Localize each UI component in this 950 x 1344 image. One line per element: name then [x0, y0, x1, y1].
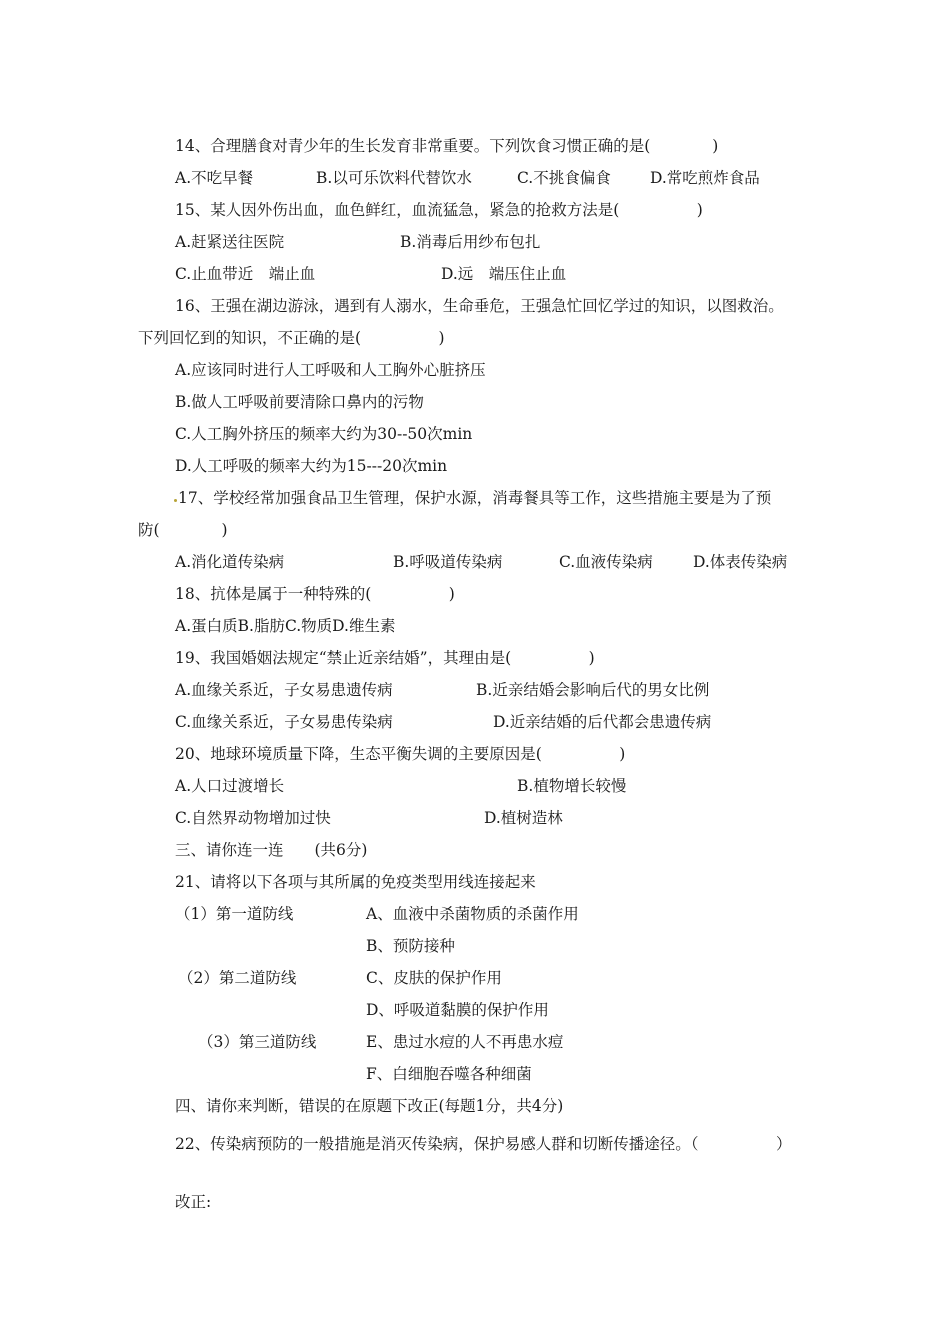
question-21-right-e: E、患过水痘的人不再患水痘	[366, 1033, 564, 1051]
question-21-right-b: B、预防接种	[366, 937, 455, 955]
question-20-option-c: C.自然界动物增加过快	[175, 809, 331, 827]
question-21-right-a: A、血液中杀菌物质的杀菌作用	[366, 905, 579, 923]
question-16-option-c: C.人工胸外挤压的频率大约为30--50次min	[175, 425, 473, 443]
question-14-stem: 14、合理膳食对青少年的生长发育非常重要。下列饮食习惯正确的是( )	[175, 137, 719, 155]
question-20-option-b: B.植物增长较慢	[517, 777, 627, 795]
question-17-stem-line2: 防( )	[138, 521, 228, 539]
question-20-option-a: A.人口过渡增长	[175, 777, 285, 795]
question-18-options: A.蛋白质B.脂肪C.物质D.维生素	[175, 617, 396, 635]
question-19-stem: 19、我国婚姻法规定“禁止近亲结婚”，其理由是( )	[175, 649, 595, 667]
question-17-option-b: B.呼吸道传染病	[393, 553, 503, 571]
question-14-option-c: C.不挑食偏食	[517, 169, 611, 187]
question-21-stem: 21、请将以下各项与其所属的免疫类型用线连接起来	[175, 873, 536, 891]
question-16-stem-line1: 16、王强在湖边游泳，遇到有人溺水，生命垂危，王强急忙回忆学过的知识，以图救治。	[175, 297, 784, 315]
question-18-stem: 18、抗体是属于一种特殊的( )	[175, 585, 455, 603]
question-21-right-d: D、呼吸道黏膜的保护作用	[366, 1001, 549, 1019]
question-16-option-a: A.应该同时进行人工呼吸和人工胸外心脏挤压	[175, 361, 486, 379]
question-15-option-c: C.止血带近 端止血	[175, 265, 316, 283]
question-22-correction-label: 改正:	[175, 1193, 212, 1211]
question-22-stem: 22、传染病预防的一般措施是消灭传染病，保护易感人群和切断传播途径。（ ）	[175, 1135, 792, 1153]
question-17-stem-line1: 17、学校经常加强食品卫生管理，保护水源，消毒餐具等工作，这些措施主要是为了预	[178, 489, 772, 507]
section-3-title: 三、请你连一连 (共6分)	[175, 841, 368, 859]
question-15-stem: 15、某人因外伤出血，血色鲜红，血流猛急，紧急的抢救方法是( )	[175, 201, 703, 219]
question-21-right-f: F、白细胞吞噬各种细菌	[366, 1065, 532, 1083]
question-20-option-d: D.植树造林	[484, 809, 563, 827]
question-21-left-3: （3）第三道防线	[198, 1033, 317, 1051]
question-21-left-1: （1）第一道防线	[175, 905, 294, 923]
question-21-right-c: C、皮肤的保护作用	[366, 969, 502, 987]
question-19-option-b: B.近亲结婚会影响后代的男女比例	[476, 681, 710, 699]
question-17-option-a: A.消化道传染病	[175, 553, 285, 571]
question-20-stem: 20、地球环境质量下降，生态平衡失调的主要原因是( )	[175, 745, 626, 763]
question-14-option-a: A.不吃早餐	[175, 169, 254, 187]
question-16-option-d: D.人工呼吸的频率大约为15---20次min	[175, 457, 448, 475]
question-15-option-d: D.远 端压住止血	[441, 265, 567, 283]
question-15-option-a: A.赶紧送往医院	[175, 233, 285, 251]
question-15-option-b: B.消毒后用纱布包扎	[400, 233, 541, 251]
question-17-option-c: C.血液传染病	[559, 553, 653, 571]
question-16-option-b: B.做人工呼吸前要清除口鼻内的污物	[175, 393, 424, 411]
question-17-option-d: D.体表传染病	[693, 553, 788, 571]
question-21-left-2: （2）第二道防线	[178, 969, 297, 987]
section-4-title: 四、请你来判断，错误的在原题下改正(每题1分，共4分)	[175, 1097, 564, 1115]
question-16-stem-line2: 下列回忆到的知识，不正确的是( )	[138, 329, 445, 347]
question-19-option-d: D.近亲结婚的后代都会患遗传病	[493, 713, 712, 731]
question-14-option-d: D.常吃煎炸食品	[650, 169, 760, 187]
stray-mark	[174, 499, 177, 502]
question-14-option-b: B.以可乐饮料代替饮水	[316, 169, 472, 187]
question-19-option-a: A.血缘关系近，子女易患遗传病	[175, 681, 393, 699]
question-19-option-c: C.血缘关系近，子女易患传染病	[175, 713, 393, 731]
